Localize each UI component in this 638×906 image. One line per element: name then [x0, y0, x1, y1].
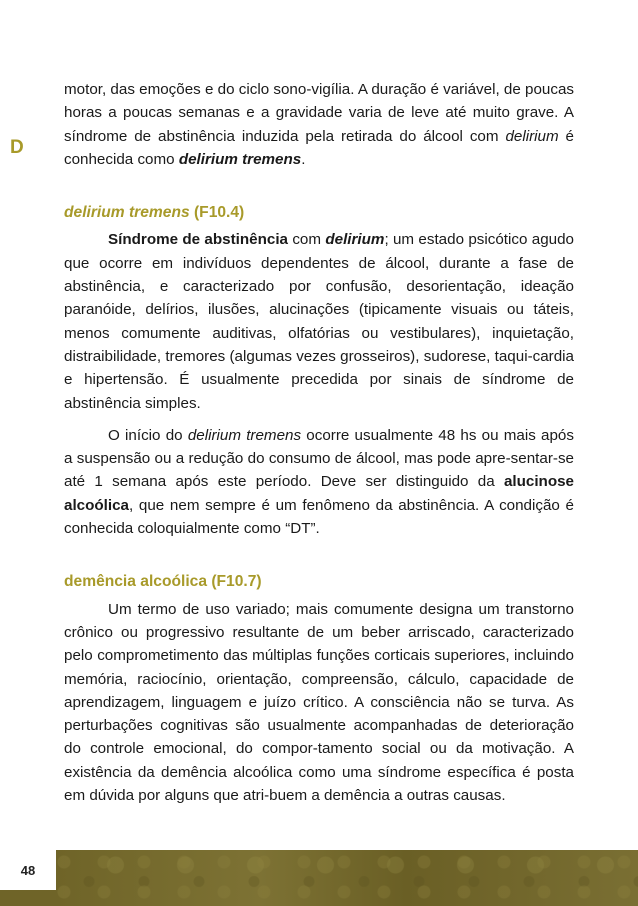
- body-text: , que nem sempre é um fenômeno da abstinência. A condição é conhecida coloquialmente como “DT”.: [64, 496, 574, 538]
- entry1-paragraph-1: [64, 228, 574, 414]
- entry1-paragraph-2: [64, 424, 574, 540]
- page-footer: [0, 850, 638, 906]
- heading-code: (F10.4): [189, 204, 245, 222]
- body-text: O início do: [108, 426, 188, 444]
- footer-band-corner: [0, 890, 56, 906]
- bold-term: Síndrome de abstinência: [108, 231, 288, 249]
- entry-heading-demencia-alcoolica: demência alcoólica (F10.7): [64, 573, 262, 591]
- page-number: 48: [0, 850, 56, 890]
- heading-term: delirium tremens: [64, 204, 190, 222]
- intro-text: é conhecida como: [64, 127, 574, 168]
- footer-texture-band: [56, 850, 638, 906]
- bold-italic-term: delirium: [325, 231, 385, 249]
- page-content: [64, 78, 574, 807]
- intro-paragraph: [64, 78, 574, 171]
- entry2-paragraph-1: Um termo de uso variado; mais comumente designa um transtorno crônico ou progressivo resultante de um beber arriscado, caracterizado pelo comprometimento das múltiplas funções corticais superiores, incluindo memória, raciocínio, orientação, compreensão, cálculo, capacidade de aprendizagem, linguagem e juízo crítico. A consciência não se turva. As perturbações cognitivas são usualmente acompanhadas de deterioração do controle emocional, do compor-tamento social ou da motivação. A existência da demência alcoólica como uma síndrome específica é posta em dúvida por alguns que atri-buem a demência a outras causas.: [64, 600, 574, 805]
- body-text: ; um estado psicótico agudo que ocorre em indivíduos dependentes de álcool, durante a fase de abstinência, e caracterizado por confusão, desorientação, ideação paranóide, delírios, ilusões, alucinações (tipicamente visuais ou táteis, menos comumente auditivas, olfatórias ou vestibulares), inquietação, distraibilidade, tremores (algumas vezes grosseiros), sudorese, taqui-cardia e hipertensão. É usualmente precedida por sinais de síndrome de abstinência simples.: [64, 231, 574, 412]
- section-letter: D: [10, 137, 24, 158]
- bold-term: alucinose alcoólica: [64, 473, 574, 514]
- intro-text: .: [301, 150, 306, 168]
- intro-term: delirium tremens: [178, 150, 302, 168]
- body-text: com: [288, 231, 326, 249]
- intro-text: motor, das emoções e do ciclo sono-vigília. A duração é variável, de poucas horas a poucas semanas e a gravidade varia de leve até muito grave. A síndrome de abstinência induzida pela retirada do álcool com: [64, 81, 574, 145]
- body-text: ocorre usualmente 48 hs ou mais após a suspensão ou a redução do consumo de álcool, mas pode apre-sentar-se até 1 semana após este período. Deve ser distinguido da: [64, 426, 574, 491]
- italic-term: delirium tremens: [187, 426, 302, 444]
- intro-emphasis: delirium: [505, 127, 559, 145]
- entry-heading-delirium-tremens: [64, 201, 574, 224]
